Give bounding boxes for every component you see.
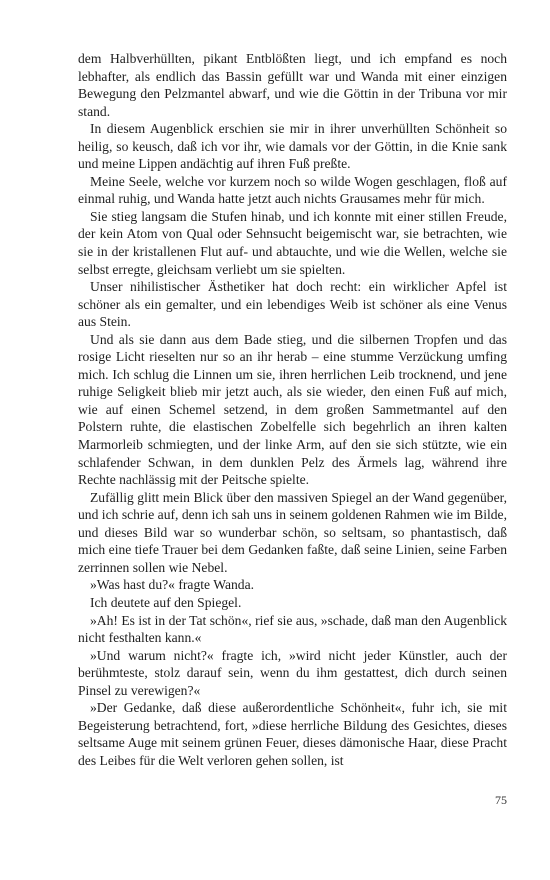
page-number: 75 [495, 793, 507, 807]
paragraph-1: dem Halbverhüllten, pikant Entblößten liegt, und ich empfand es noch lebhafter, als endlich das Bassin gefüllt war und Wanda mit einer einzigen Bewegung den Pelzmantel abwarf, und wie die Göttin in der Tribuna vor mir stand. [78, 51, 507, 119]
paragraph-11: »Und warum nicht?« fragte ich, »wird nicht jeder Künstler, auch der berühmteste, stolz darauf sein, wenn du ihm gestattest, dich durch seinen Pinsel zu verewigen?« [78, 647, 507, 698]
paragraph-6: Und als sie dann aus dem Bade stieg, und die silbernen Tropfen und das rosige Licht rieselten nur so an ihr herab – eine stumme Verzückung umfing mich. Ich schlug die Linnen um sie, ihren herrlichen Leib trocknend, und jene ruhige Seligkeit blieb mir jetzt auch, als sie wieder, den einen Fuß auf mich, wie auf einen Schemel setzend, in dem großen Sammetmantel auf den Polstern ruhte, die elastischen Zobelfelle sich begehrlich an ihren kalten Marmorleib schmiegten, und der linke Arm, auf den sie sich stützte, wie ein schlafender Schwan, in dem dunklen Pelz des Ärmels lag, während ihre Rechte nachlässig mit der Peitsche spielte. [78, 331, 507, 488]
paragraph-5: Unser nihilistischer Ästhetiker hat doch recht: ein wirklicher Apfel ist schöner als ein gemalter, und ein lebendiges Weib ist schöner als eine Venus aus Stein. [78, 279, 507, 330]
paragraph-2: In diesem Augenblick erschien sie mir in ihrer unverhüllten Schönheit so heilig, so keusch, daß ich vor ihr, wie damals vor der Göttin, in die Knie sank und meine Lippen andächtig auf ihren Fuß preßte. [78, 121, 507, 172]
paragraph-10: »Ah! Es ist in der Tat schön«, rief sie aus, »schade, daß man den Augenblick nicht festhalten kann.« [78, 612, 507, 646]
paragraph-12: »Der Gedanke, daß diese außerordentliche Schönheit«, fuhr ich, sie mit Begeisterung betrachtend, fort, »diese herrliche Bildung des Gesichtes, dieses seltsame Auge mit seinem grünen Feuer, dieses dämonische Haar, diese Pracht des Leibes für die Welt verloren gehen sollen, ist [78, 700, 507, 768]
paragraph-9: Ich deutete auf den Spiegel. [90, 594, 242, 610]
paragraph-4: Sie stieg langsam die Stufen hinab, und ich konnte mit einer stillen Freude, der kein Atom von Qual oder Sehnsucht beigemischt war, sie betrachten, wie sie in der kristallenen Flut auf- und abtauchte, und wie die Wellen, welche sie selbst erregte, gleichsam verliebt um sie spielten. [78, 208, 507, 277]
paragraph-8: »Was hast du?« fragte Wanda. [90, 577, 255, 593]
book-page-text [78, 50, 507, 769]
paragraph-7: Zufällig glitt mein Blick über den massiven Spiegel an der Wand gegenüber, und ich schrie auf, denn ich sah uns in seinem goldenen Rahmen wie im Bilde, und dieses Bild war so wunderbar schön, so seltsam, so phantastisch, daß mich eine tiefe Trauer bei dem Gedanken faßte, daß seine Linien, seine Farben zerrinnen sollen wie Nebel. [78, 489, 507, 575]
paragraph-3: Meine Seele, welche vor kurzem noch so wilde Wogen geschlagen, floß auf einmal ruhig, und Wanda hatte jetzt auch nichts Grausames mehr für mich. [78, 173, 507, 207]
